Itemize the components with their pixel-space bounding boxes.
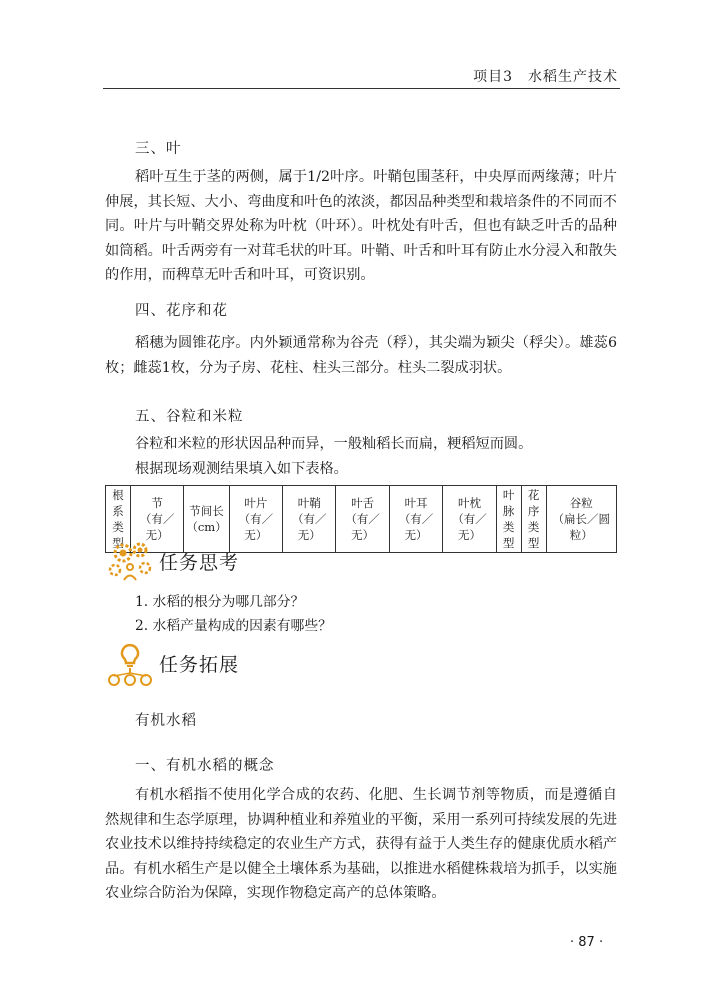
instruction-line: 根据现场观测结果填入如下表格。 [135, 461, 348, 477]
header-title: 项目3 水稻生产技术 [473, 69, 618, 85]
paragraph-grain: 谷粒和米粒的形状因品种而异，一般籼稻长而扁，粳稻短而圆。 [135, 436, 533, 452]
section-heading-organic-concept: 一、有机水稻的概念 [135, 758, 275, 774]
table-header-cell: 花序 类型 [521, 486, 546, 553]
task-extension-title: 任务拓展 [159, 654, 240, 676]
table-header-row [106, 486, 617, 553]
subtitle-organic-rice: 有机水稻 [135, 713, 197, 729]
paragraph-leaf: 稻叶互生于茎的两侧，属于1/2叶序。叶鞘包围茎秆，中央厚而两缘薄；叶片伸展，其长短、大小、弯曲度和叶色的浓淡，都因品种类型和栽培条件的不同而不同。叶片与叶鞘交界处称为叶枕（叶环）。叶枕处有叶舌，但也有缺乏叶舌的品种如筒稻。叶舌两旁有一对茸毛状的叶耳。叶鞘、叶舌和叶耳有防止水分浸入和散失的作用，而稗草无叶舌和叶耳，可资识别。 [105, 169, 617, 284]
lightbulb-people-icon [105, 640, 155, 688]
running-header [103, 62, 620, 89]
table-header-cell: 叶舌 （有／无） [336, 486, 389, 553]
table-header-cell: 叶脉 类型 [496, 486, 521, 553]
question-item: 2. 水稻产量构成的因素有哪些？ [135, 618, 332, 634]
task-thinking-title: 任务思考 [159, 552, 240, 574]
observation-table [105, 485, 617, 553]
question-item: 1. 水稻的根分为哪几部分？ [135, 594, 305, 610]
section-heading-flower: 四、花序和花 [135, 303, 228, 319]
table-header-cell: 节间长 （cm） [184, 486, 229, 553]
page-number: · 87 · [570, 935, 604, 950]
table-header-cell: 谷粒 （扁长／圆粒） [546, 486, 616, 553]
paragraph-organic-concept: 有机水稻指不使用化学合成的农药、化肥、生长调节剂等物质，而是遵循自然规律和生态学原理，协调种植业和养殖业的平衡，采用一系列可持续发展的先进农业技术以维持持续稳定的农业生产方式，获得有益于人类生存的健康优质水稻产品。有机水稻生产是以健全土壤体系为基础，以推进水稻健株栽培为抓手，以实施农业综合防治为保障，实现作物稳定高产的总体策略。 [105, 787, 617, 902]
table-header-cell: 叶耳 （有／无） [389, 486, 442, 553]
table-header-cell: 叶枕 （有／无） [443, 486, 496, 553]
section-heading-grain: 五、谷粒和米粒 [135, 409, 244, 425]
section-heading-leaf: 三、叶 [135, 141, 182, 157]
gears-person-icon [105, 538, 155, 582]
table-header-cell: 叶片 （有／无） [229, 486, 282, 553]
table-header-cell: 节 （有／无） [130, 486, 183, 553]
table-header-cell: 叶鞘 （有／无） [283, 486, 336, 553]
table-header-cell: 根系 类型 [106, 486, 131, 553]
paragraph-flower: 稻穗为圆锥花序。内外颖通常称为谷壳（稃），其尖端为颖尖（稃尖）。雄蕊6枚；雌蕊1枚，分为子房、花柱、柱头三部分。柱头二裂成羽状。 [105, 335, 617, 376]
